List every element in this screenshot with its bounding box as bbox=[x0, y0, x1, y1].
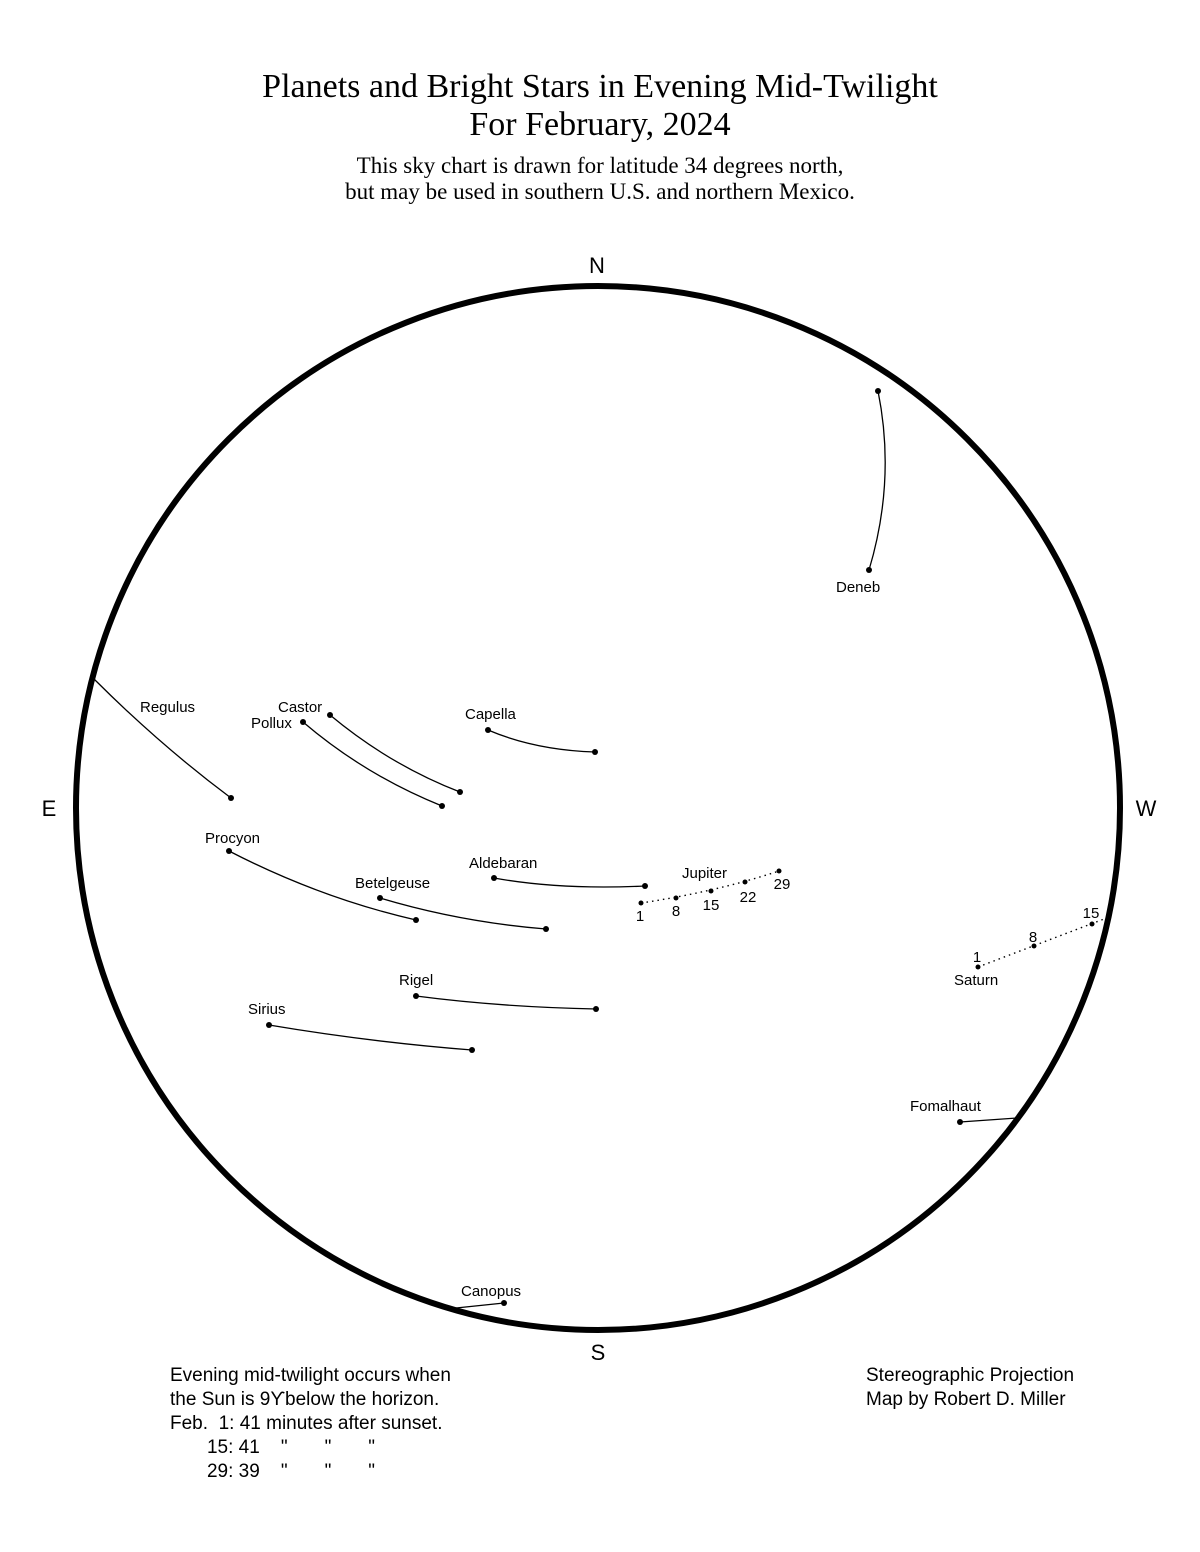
twilight-note-line: 29: 39 " " " bbox=[170, 1461, 376, 1482]
pollux-end-dot bbox=[439, 803, 445, 809]
capella-label: Capella bbox=[465, 706, 516, 723]
castor-track bbox=[330, 715, 460, 792]
chart-subtitle-line2: but may be used in southern U.S. and northern Mexico. bbox=[345, 179, 855, 204]
jupiter-date-8: 8 bbox=[671, 903, 681, 920]
regulus-track bbox=[94, 679, 231, 798]
horizon-circle bbox=[76, 286, 1120, 1330]
twilight-note-line: the Sun is 9ϒbelow the horizon. bbox=[170, 1389, 440, 1410]
canopus-track bbox=[456, 1303, 504, 1308]
canopus-dot bbox=[501, 1300, 507, 1306]
compass-south: S bbox=[590, 1340, 606, 1365]
pollux-label: Pollux bbox=[251, 715, 292, 732]
sirius-label: Sirius bbox=[248, 1001, 286, 1018]
deneb-dot bbox=[866, 567, 872, 573]
sirius-dot bbox=[266, 1022, 272, 1028]
fomalhaut-label: Fomalhaut bbox=[910, 1098, 981, 1115]
twilight-note-line: Feb. 1: 41 minutes after sunset. bbox=[170, 1413, 443, 1434]
jupiter-dot-8 bbox=[674, 896, 679, 901]
saturn-date-8: 8 bbox=[1028, 929, 1038, 946]
regulus-label: Regulus bbox=[140, 699, 196, 716]
saturn-date-15: 15 bbox=[1082, 905, 1100, 922]
castor-end-dot bbox=[457, 789, 463, 795]
compass-west: W bbox=[1135, 796, 1157, 821]
chart-subtitle-line1: This sky chart is drawn for latitude 34 degrees north, bbox=[356, 153, 844, 178]
jupiter-dot-22 bbox=[743, 880, 748, 885]
capella-end-dot bbox=[592, 749, 598, 755]
procyon-label: Procyon bbox=[205, 830, 261, 847]
jupiter-date-15: 15 bbox=[702, 897, 720, 914]
compass-east: E bbox=[41, 796, 57, 821]
twilight-notes bbox=[170, 1364, 451, 1484]
regulus-dot bbox=[228, 795, 234, 801]
sirius-end-dot bbox=[469, 1047, 475, 1053]
aldebaran-track bbox=[494, 878, 645, 887]
pollux-dot bbox=[300, 719, 306, 725]
jupiter-dot-1 bbox=[639, 901, 644, 906]
jupiter-dot-15 bbox=[709, 889, 714, 894]
compass-north: N bbox=[589, 253, 605, 278]
rigel-end-dot bbox=[593, 1006, 599, 1012]
saturn-label: Saturn bbox=[954, 972, 999, 989]
twilight-note-line: Evening mid-twilight occurs when bbox=[170, 1365, 451, 1386]
aldebaran-dot bbox=[491, 875, 497, 881]
rigel-label: Rigel bbox=[399, 972, 434, 989]
jupiter-date-22: 22 bbox=[739, 889, 757, 906]
deneb-start-dot bbox=[875, 388, 881, 394]
deneb-label: Deneb bbox=[836, 579, 881, 596]
author-credit: Map by Robert D. Miller bbox=[866, 1389, 1066, 1410]
rigel-dot bbox=[413, 993, 419, 999]
fomalhaut-dot bbox=[957, 1119, 963, 1125]
saturn-dot-15 bbox=[1090, 922, 1095, 927]
chart-title-date: For February, 2024 bbox=[469, 106, 731, 143]
betelgeuse-dot bbox=[377, 895, 383, 901]
jupiter-date-1: 1 bbox=[635, 908, 645, 925]
projection-label: Stereographic Projection bbox=[866, 1365, 1075, 1386]
projection-credits bbox=[866, 1364, 1074, 1412]
castor-dot bbox=[327, 712, 333, 718]
canopus-label: Canopus bbox=[461, 1283, 522, 1300]
pollux-track bbox=[303, 722, 442, 806]
jupiter-label: Jupiter bbox=[682, 865, 728, 882]
capella-dot bbox=[485, 727, 491, 733]
betelgeuse-track bbox=[380, 898, 546, 929]
castor-label: Castor bbox=[278, 699, 323, 716]
saturn-date-1: 1 bbox=[972, 949, 982, 966]
jupiter-date-29: 29 bbox=[773, 876, 791, 893]
saturn-track bbox=[978, 919, 1104, 967]
aldebaran-label: Aldebaran bbox=[469, 855, 538, 872]
betelgeuse-label: Betelgeuse bbox=[355, 875, 431, 892]
rigel-track bbox=[416, 996, 596, 1009]
sirius-track bbox=[269, 1025, 472, 1050]
betelgeuse-end-dot bbox=[543, 926, 549, 932]
chart-title: Planets and Bright Stars in Evening Mid-Twilight bbox=[262, 68, 938, 105]
procyon-dot bbox=[226, 848, 232, 854]
deneb-track bbox=[869, 391, 885, 570]
aldebaran-end-dot bbox=[642, 883, 648, 889]
jupiter-dot-29 bbox=[777, 869, 782, 874]
twilight-note-line: 15: 41 " " " bbox=[170, 1437, 376, 1458]
fomalhaut-track bbox=[960, 1118, 1017, 1122]
capella-track bbox=[488, 730, 595, 752]
procyon-end-dot bbox=[413, 917, 419, 923]
